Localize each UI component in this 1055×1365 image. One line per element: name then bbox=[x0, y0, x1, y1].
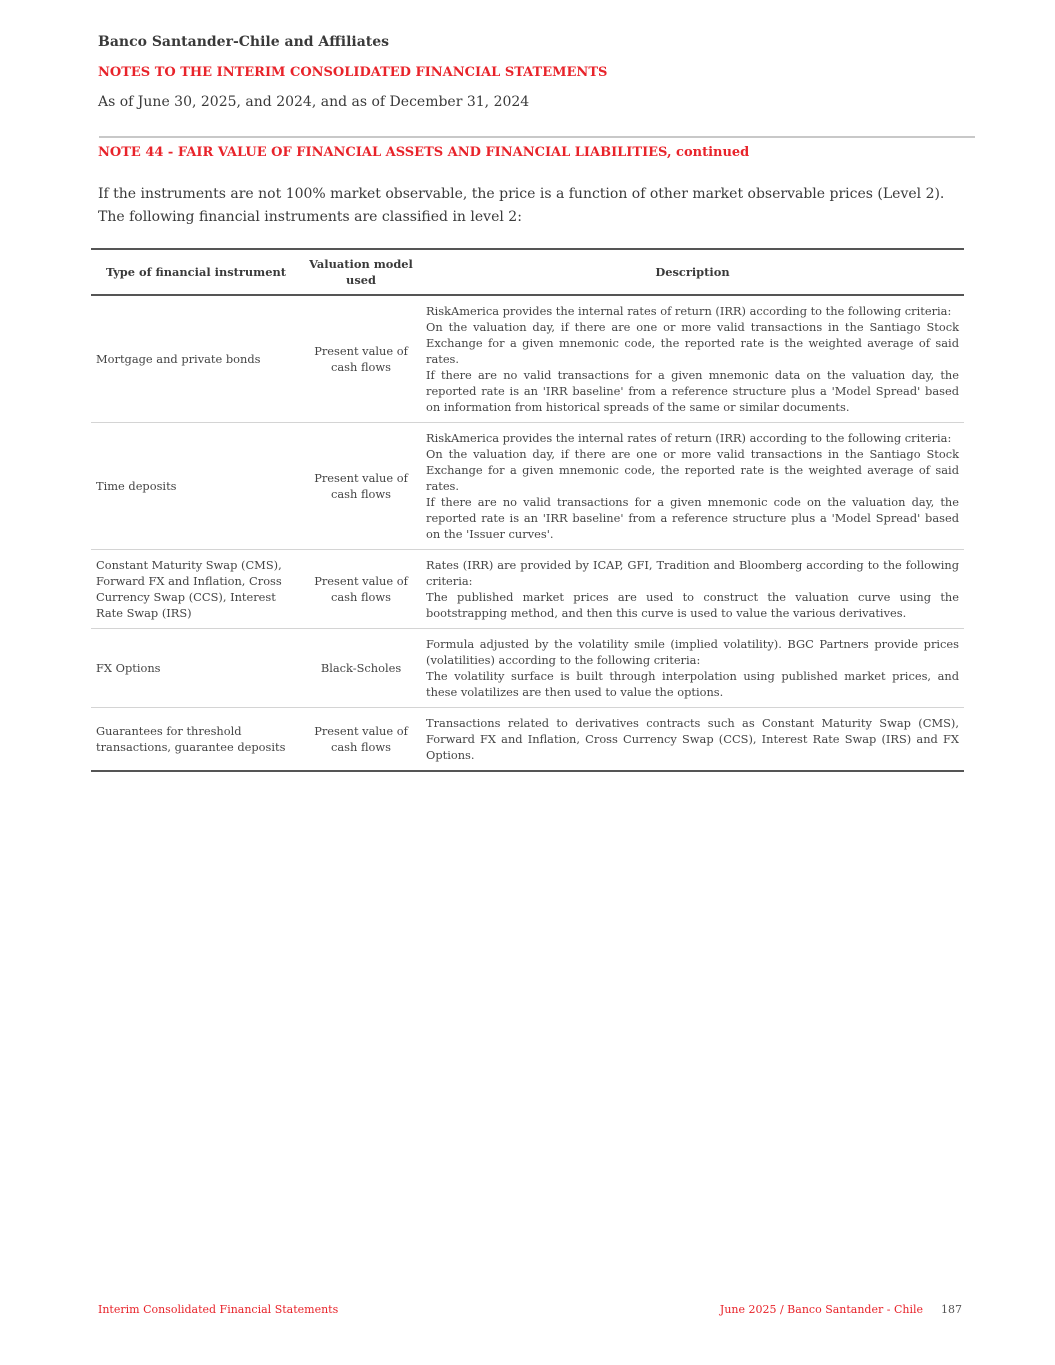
footer-publication: June 2025 / Banco Santander - Chile bbox=[719, 1303, 923, 1316]
row-model: Present value of cash flows bbox=[301, 423, 421, 550]
table-row bbox=[91, 708, 964, 772]
description-line: The volatility surface is built through interpolation using published market prices, and these volatilizes are then used to value the options. bbox=[426, 669, 959, 699]
footer-right bbox=[720, 1303, 962, 1316]
row-type: Time deposits bbox=[91, 423, 301, 550]
description-line: RiskAmerica provides the internal rates of return (IRR) according to the following criteria: bbox=[426, 304, 952, 318]
footer-left: Interim Consolidated Financial Statements bbox=[98, 1303, 339, 1316]
table-header-row bbox=[91, 249, 964, 295]
description-line: On the valuation day, if there are one or more valid transactions in the Santiago Stock Exchange for a given mnemonic code, the reported rate is the weighted average of said rates. bbox=[426, 447, 959, 493]
header-divider bbox=[99, 136, 975, 138]
description-line: If there are no valid transactions for a given mnemonic code on the valuation day, the reported rate is an 'IRR baseline' from a reference structure plus a 'Model Spread' based on the 'Issuer curves'. bbox=[426, 495, 959, 541]
description-line: Transactions related to derivatives contracts such as Constant Maturity Swap (CMS), Forward FX and Inflation, Cross Currency Swap (CCS), Interest Rate Swap (IRS) and FX Options. bbox=[426, 716, 959, 762]
row-description bbox=[421, 423, 964, 550]
description-line: Formula adjusted by the volatility smile (implied volatility). BGC Partners provide prices (volatilities) according to the following criteria: bbox=[426, 637, 959, 667]
page-number: 187 bbox=[941, 1303, 962, 1316]
table-row bbox=[91, 295, 964, 423]
row-type: Guarantees for threshold transactions, guarantee deposits bbox=[96, 724, 286, 754]
description-line: If there are no valid transactions for a given mnemonic data on the valuation day, the reported rate is an 'IRR baseline' from a reference structure plus a 'Model Spread' based on information from historical spreads of the same or similar documents. bbox=[426, 368, 959, 414]
row-model: Black-Scholes bbox=[301, 629, 421, 708]
note-title: NOTE 44 - FAIR VALUE OF FINANCIAL ASSETS AND FINANCIAL LIABILITIES, continued bbox=[98, 145, 750, 160]
row-type: Mortgage and private bonds bbox=[91, 295, 301, 423]
row-description bbox=[421, 295, 964, 423]
description-line: On the valuation day, if there are one or more valid transactions in the Santiago Stock Exchange for a given mnemonic code, the reported rate is the weighted average of said rates. bbox=[426, 320, 959, 366]
period-subtitle: As of June 30, 2025, and 2024, and as of December 31, 2024 bbox=[98, 94, 530, 110]
row-model: Present value of cash flows bbox=[301, 550, 421, 629]
row-type: Constant Maturity Swap (CMS), Forward FX and Inflation, Cross Currency Swap (CCS), Interest Rate Swap (IRS) bbox=[91, 550, 301, 629]
level2-instruments-table bbox=[91, 248, 964, 772]
table-row bbox=[91, 423, 964, 550]
row-model: Present value of cash flows bbox=[301, 295, 421, 423]
description-line: Rates (IRR) are provided by ICAP, GFI, Tradition and Bloomberg according to the following criteria: bbox=[426, 558, 959, 588]
table-row bbox=[91, 550, 964, 629]
intro-paragraph: If the instruments are not 100% market observable, the price is a function of other market observable prices (Level 2). The following financial instruments are classified in level 2: bbox=[98, 186, 945, 225]
header-type: Type of financial instrument bbox=[91, 249, 301, 295]
row-type: FX Options bbox=[91, 629, 301, 708]
notes-title: NOTES TO THE INTERIM CONSOLIDATED FINANCIAL STATEMENTS bbox=[98, 65, 608, 80]
row-description bbox=[421, 708, 964, 772]
header-model: Valuation model used bbox=[301, 249, 421, 295]
header-description: Description bbox=[421, 249, 964, 295]
company-name: Banco Santander-Chile and Affiliates bbox=[98, 34, 390, 50]
row-description bbox=[421, 550, 964, 629]
description-line: The published market prices are used to construct the valuation curve using the bootstrapping method, and then this curve is used to value the various derivatives. bbox=[426, 590, 959, 620]
row-model: Present value of cash flows bbox=[314, 724, 408, 754]
row-description bbox=[421, 629, 964, 708]
description-line: RiskAmerica provides the internal rates of return (IRR) according to the following criteria: bbox=[426, 431, 952, 445]
table-row bbox=[91, 629, 964, 708]
